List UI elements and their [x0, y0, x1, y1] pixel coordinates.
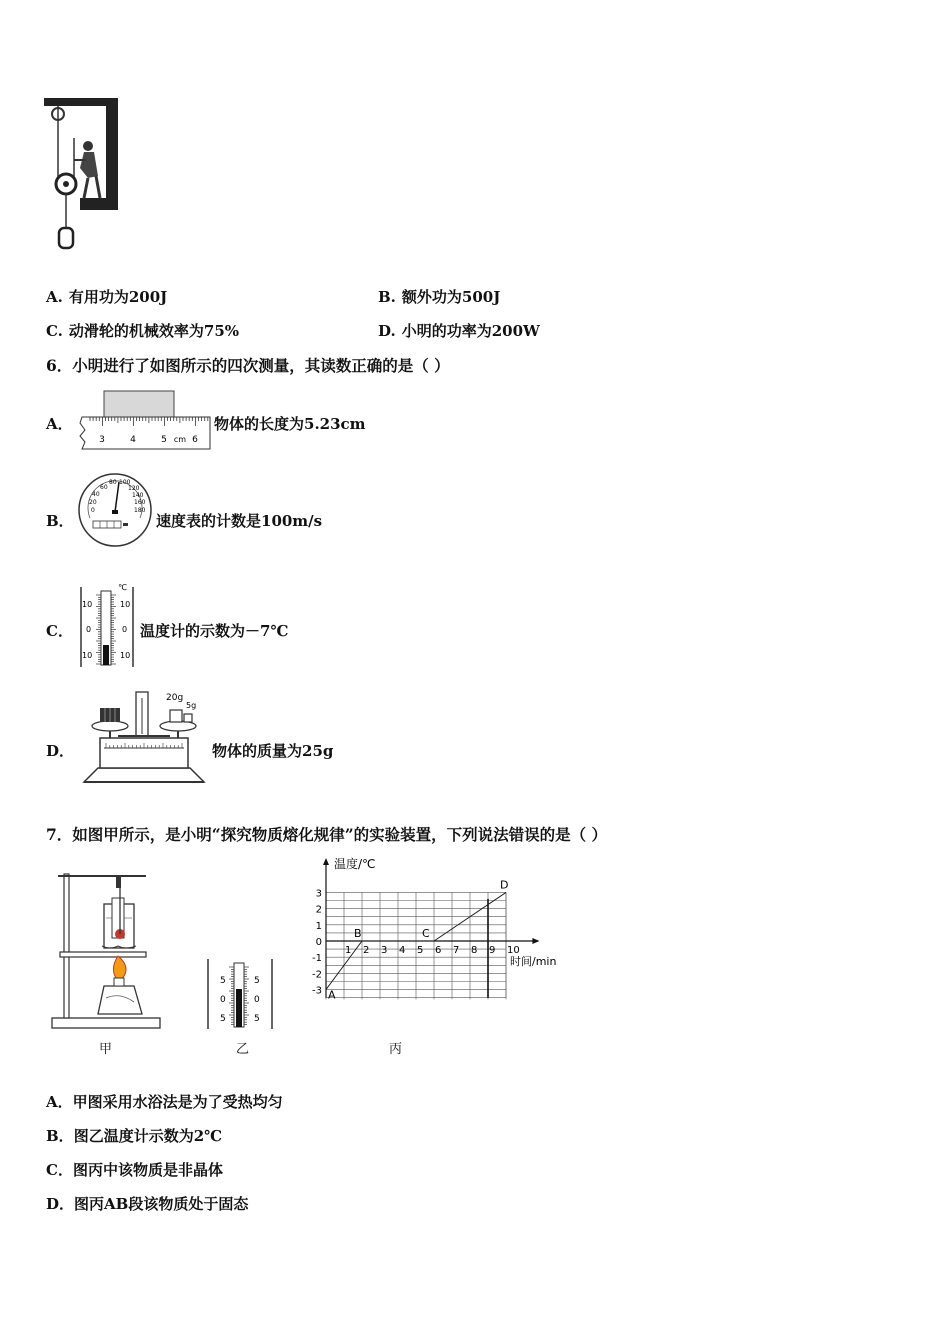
ruler-tick-5: 5 [161, 435, 167, 445]
chart-y-arrow [323, 858, 329, 865]
speed-label-0: 0 [91, 507, 95, 514]
chart-x-tick: 8 [471, 945, 478, 956]
q7-option-a-text: 甲图采用水浴法是为了受热均匀 [72, 1093, 283, 1111]
chart-x-tick: 5 [417, 945, 424, 956]
chart-point-label: B [354, 927, 362, 940]
q6-stem: 6．小明进行了如图所示的四次测量，其读数正确的是（ ） [46, 356, 450, 375]
q5-option-d[interactable] [378, 320, 540, 341]
ruler-tick-6: 6 [192, 435, 198, 445]
q7-stem: 7．如图甲所示，是小明“探究物质熔化规律”的实验装置，下列说法错误的是（ ） [46, 825, 608, 844]
q7-option-c[interactable] [46, 1159, 223, 1180]
chart-x-tick: 4 [399, 945, 406, 956]
speed-label-20: 20 [89, 499, 97, 506]
chart-x-tick: 10 [507, 945, 520, 956]
caption-bing: 丙 [389, 1042, 403, 1057]
speed-label-60: 60 [100, 484, 108, 491]
q5-option-a[interactable] [46, 286, 167, 307]
chart-y-tick: 1 [315, 920, 322, 932]
speed-label-140: 140 [132, 492, 144, 499]
chart-x-arrow [532, 938, 539, 944]
q5-option-b-letter: B. [378, 288, 396, 306]
chart-x-tick: 1 [345, 945, 352, 956]
q7-option-b[interactable] [46, 1125, 222, 1146]
q7-option-c-text: 图丙中该物质是非晶体 [72, 1161, 223, 1179]
speed-label-120: 120 [128, 485, 140, 492]
q6-option-b-letter[interactable]: B． [46, 512, 74, 530]
chart-x-tick: 2 [363, 945, 370, 956]
ruler-figure [78, 390, 214, 452]
speed-label-80: 80 [109, 479, 117, 486]
q6-option-a-text: 物体的长度为5.23cm [214, 415, 366, 433]
chart-y-tick: 3 [315, 888, 322, 900]
thermo-yi-left-mid: 0 [220, 995, 226, 1005]
chart-y-tick: 2 [315, 904, 322, 916]
q7-option-a-letter: A． [46, 1093, 73, 1111]
q6-option-a-letter[interactable]: A． [46, 415, 73, 433]
q6-option-d-text: 物体的质量为25g [212, 742, 334, 760]
q7-option-d-text: 图丙AB段该物质处于固态 [74, 1195, 249, 1213]
q5-option-c-letter: C. [46, 322, 63, 340]
thermo-yi-right-mid: 0 [254, 995, 260, 1005]
q7-option-b-letter: B． [46, 1127, 74, 1145]
q6-option-c-letter[interactable]: C． [46, 622, 73, 640]
q7-option-d[interactable] [46, 1193, 248, 1214]
speed-label-40: 40 [92, 491, 100, 498]
thermo-yi-right-bot: 5 [254, 1014, 260, 1024]
chart-point-label: A [328, 988, 336, 1002]
thermo-c-right-mid: 0 [122, 625, 128, 634]
q6-option-d-letter[interactable]: D． [46, 742, 75, 760]
thermo-yi-left-bot: 5 [220, 1014, 226, 1024]
balance-weight-20g: 20g [166, 693, 184, 703]
speed-label-160: 160 [134, 499, 146, 506]
ruler-tick-4: 4 [130, 435, 136, 445]
ruler-unit-cm: cm [173, 435, 187, 444]
chart-y-tick: -1 [312, 953, 322, 965]
thermo-yi-left-top: 5 [220, 976, 226, 986]
q6-option-c-text: 温度计的示数为－7℃ [140, 622, 289, 640]
thermo-c-right-bot: 10 [120, 651, 131, 660]
caption-jia: 甲 [99, 1042, 113, 1057]
q5-option-a-text: 有用功为200J [68, 288, 168, 306]
apparatus-figure [50, 868, 162, 1032]
caption-yi: 乙 [236, 1042, 250, 1057]
chart-x-tick: 6 [435, 945, 442, 956]
pulley-figure [44, 98, 120, 258]
thermometer-yi-figure [204, 955, 276, 1031]
q7-option-d-letter: D． [46, 1195, 75, 1213]
q5-option-d-text: 小明的功率为200W [401, 322, 540, 340]
chart-point-label: C [422, 927, 430, 940]
thermo-c-left-bot: 10 [82, 651, 93, 660]
q5-option-a-letter: A. [46, 288, 63, 306]
melting-curve-chart [306, 852, 576, 1012]
q7-option-c-letter: C． [46, 1161, 73, 1179]
chart-ylabel: 温度/℃ [334, 857, 376, 871]
q5-option-c-text: 动滑轮的机械效率为75% [68, 322, 240, 340]
q7-option-a[interactable] [46, 1091, 283, 1112]
q5-option-b-text: 额外功为500J [401, 288, 501, 306]
thermo-yi-right-top: 5 [254, 976, 260, 986]
speed-label-100: 100 [119, 479, 131, 486]
q5-option-b[interactable] [378, 286, 500, 307]
ruler-tick-3: 3 [99, 435, 105, 445]
q5-option-d-letter: D. [378, 322, 396, 340]
chart-xlabel: 时间/min [510, 955, 557, 968]
chart-y-tick: -2 [312, 969, 322, 981]
q6-option-b-text: 速度表的计数是100m/s [156, 512, 323, 530]
thermo-c-unit: ℃ [118, 583, 127, 592]
speedometer-figure [76, 472, 154, 548]
balance-weight-5g: 5g [186, 701, 197, 710]
q7-option-b-text: 图乙温度计示数为2℃ [73, 1127, 223, 1145]
thermo-c-left-top: 10 [82, 600, 93, 609]
chart-x-tick: 9 [489, 945, 496, 956]
chart-y-tick: -3 [312, 985, 322, 997]
chart-point-label: D [500, 878, 509, 892]
chart-x-tick: 7 [453, 945, 460, 956]
chart-x-tick: 3 [381, 945, 388, 956]
thermo-c-right-top: 10 [120, 600, 131, 609]
q5-option-c[interactable] [46, 320, 239, 341]
speed-label-180: 180 [134, 507, 146, 514]
chart-y-tick: 0 [315, 937, 322, 948]
thermometer-c-figure [78, 581, 138, 669]
balance-figure [78, 688, 210, 788]
thermo-c-left-mid: 0 [86, 625, 92, 634]
